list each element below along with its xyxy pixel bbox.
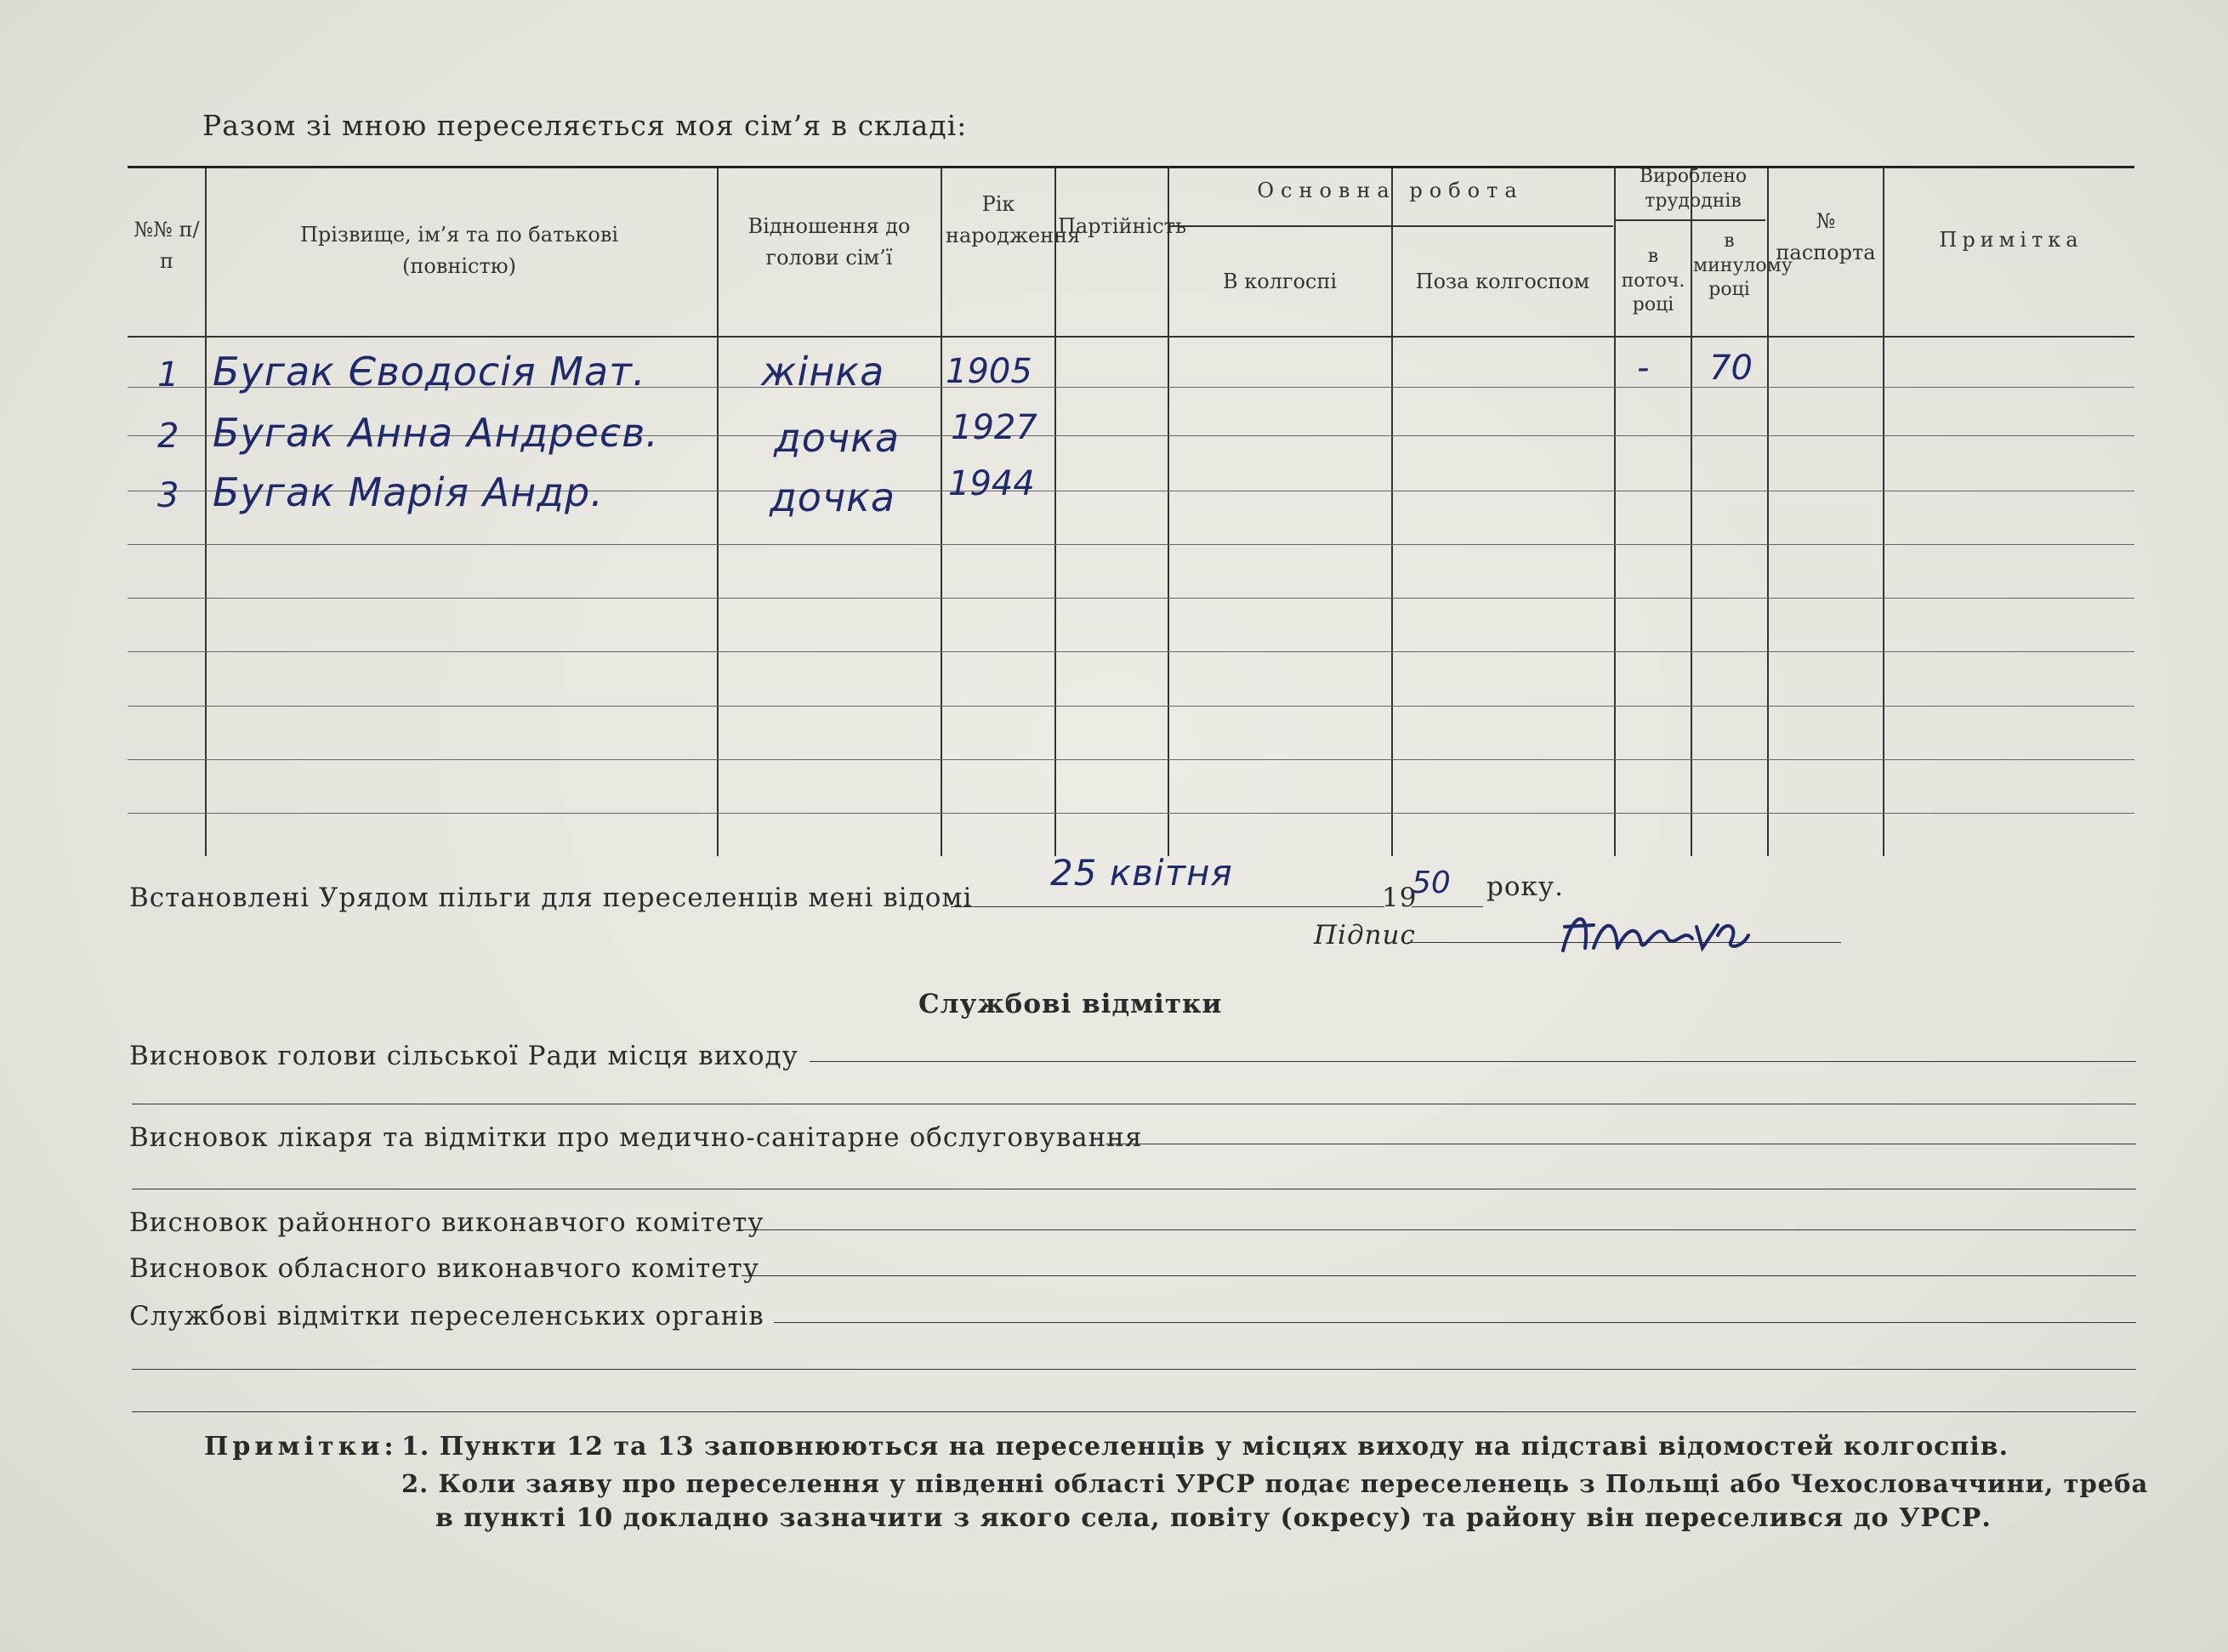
- row-year: 1944: [948, 464, 1035, 503]
- row-num: 1: [157, 355, 179, 395]
- header-main-work: Основна робота: [1257, 179, 1524, 202]
- table-row-line: [128, 813, 2134, 814]
- intro-text: Разом зі мною переселяється моя сім’я в складі:: [202, 109, 968, 142]
- service-line-2: Висновок лікаря та відмітки про медично-санітарне обслуговування: [129, 1122, 1143, 1153]
- year-prefix: 19: [1382, 883, 1418, 913]
- signature: [1556, 901, 1760, 961]
- header-year: Рік народження: [946, 192, 1081, 248]
- fill-line: [132, 1411, 2136, 1412]
- year-handwritten: 50: [1412, 866, 1451, 900]
- note-2: 2. Коли заяву про переселення у південні області УРСР подає переселенець з Польщі або Чехословаччини, треба: [401, 1469, 2149, 1498]
- row-name: Бугак Єводосія Мат.: [213, 349, 646, 395]
- note-1: 1. Пункти 12 та 13 заповнюються на переселенців у місцях виходу на підставі відомостей колгоспів.: [401, 1432, 2009, 1462]
- column-divider: [1168, 167, 1169, 856]
- row-year: 1905: [946, 352, 1032, 391]
- fill-line: [774, 1322, 2136, 1323]
- row-relation: дочка: [770, 474, 896, 520]
- header-in-kolkhoz: В колгоспі: [1222, 270, 1338, 293]
- service-line-1: Висновок голови сільської Ради місця виходу: [129, 1041, 799, 1071]
- header-num: №№ п/п: [134, 218, 200, 274]
- benefits-text: Встановлені Урядом пільги для переселенців мені відомі: [129, 883, 973, 913]
- row-last: 70: [1709, 349, 1753, 388]
- row-relation: дочка: [774, 415, 901, 461]
- row-year: 1927: [951, 408, 1037, 447]
- row-num: 2: [157, 417, 179, 456]
- table-header-bottom-border: [128, 336, 2134, 338]
- header-note: Примітка: [1939, 228, 2083, 252]
- table-row-line: [128, 651, 2134, 652]
- column-divider: [1391, 167, 1393, 856]
- signature-label: Підпис: [1314, 920, 1416, 951]
- table-row-line: [128, 759, 2134, 760]
- row-current: -: [1637, 349, 1650, 388]
- table-top-border: [128, 166, 2134, 168]
- fill-line: [132, 1369, 2136, 1370]
- column-divider: [1691, 167, 1692, 856]
- header-workdays: Вироблено трудоднів: [1639, 166, 1748, 212]
- workdays-subheader-line: [1616, 219, 1765, 221]
- year-fill-line: [1412, 906, 1483, 907]
- header-last-year: в минулому році: [1693, 230, 1793, 301]
- header-party: Партійність: [1058, 214, 1187, 238]
- column-divider: [205, 167, 207, 856]
- fill-line: [742, 1275, 2136, 1276]
- date-fill-line: [951, 906, 1384, 907]
- row-relation: жінка: [761, 349, 885, 395]
- column-divider: [941, 167, 942, 856]
- header-current-year: в поточ. році: [1621, 246, 1685, 316]
- table-row-line: [128, 706, 2134, 707]
- service-line-4: Висновок обласного виконавчого комітету: [129, 1253, 760, 1284]
- table-row-line: [128, 598, 2134, 599]
- header-relation: Відношення до голови сім’ї: [747, 214, 911, 270]
- fill-line: [810, 1061, 2136, 1062]
- service-line-5: Службові відмітки переселенських органів: [129, 1301, 764, 1331]
- row-name: Бугак Марія Андр.: [213, 469, 604, 515]
- row-name: Бугак Анна Андреєв.: [213, 410, 659, 456]
- column-divider: [1883, 167, 1884, 856]
- column-divider: [1054, 167, 1056, 856]
- fill-line: [742, 1229, 2136, 1230]
- column-divider: [1614, 167, 1616, 856]
- notes-label: Примітки:: [204, 1432, 398, 1462]
- service-line-3: Висновок районного виконавчого комітету: [129, 1207, 764, 1238]
- note-2-continued: в пункті 10 докладно зазначити з якого села, повіту (окресу) та району він переселився до УРСР.: [435, 1503, 1992, 1533]
- column-divider: [717, 167, 719, 856]
- header-outside-kolkhoz: Поза колгоспом: [1415, 270, 1590, 293]
- header-passport: № паспорта: [1776, 209, 1876, 265]
- row-num: 3: [157, 476, 179, 515]
- table-row-line: [128, 544, 2134, 545]
- header-name: Прізвище, ім’я та по батькові (повністю): [299, 223, 619, 279]
- year-suffix: року.: [1486, 871, 1564, 902]
- main-work-subheader-line: [1169, 225, 1613, 227]
- benefits-date: 25 квітня: [1050, 852, 1233, 894]
- service-title: Службові відмітки: [918, 989, 1223, 1019]
